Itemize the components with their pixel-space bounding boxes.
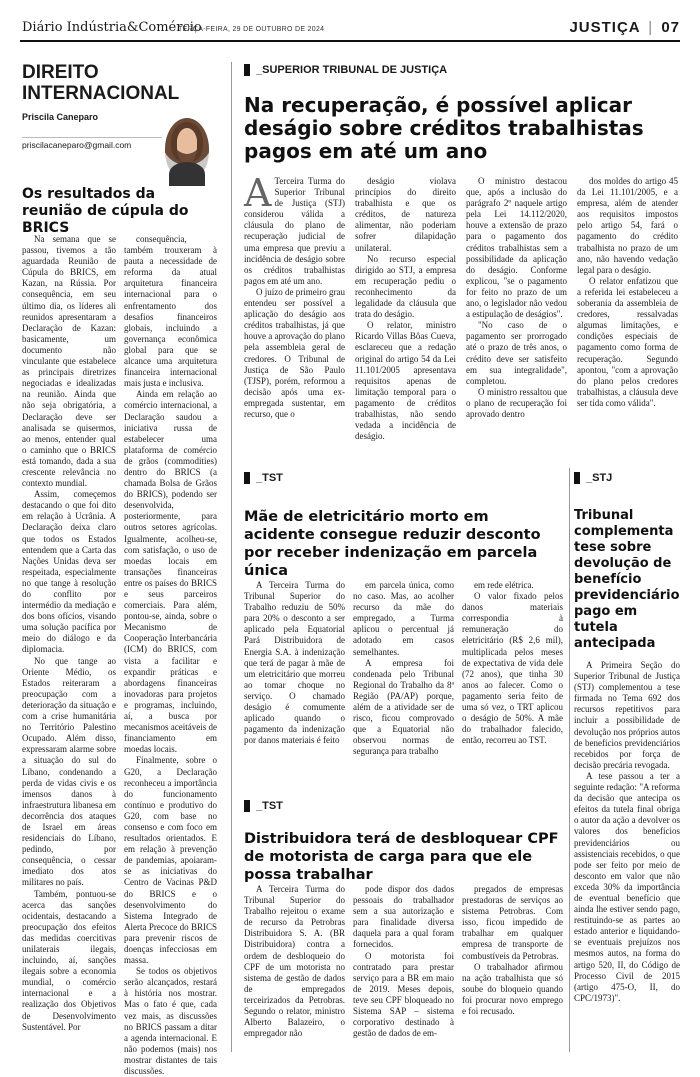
author-divider [22,137,162,138]
paragraph: Na semana que se passou, tivemos a tão aguardada Reunião de Cúpula do BRICS, em Kazan, na Rússia. Por consequência, em seu último dia, os líderes ali reunidos apresentaram a Declaração de Kazan: basicamente, um documento não vinculante que estabelece as principais diretrizes negociadas e idealizadas na reunião. Ainda que não seja obrigatória, a Declaração deve ser analisada se quisermos, ao menos, entender qual o caminho que o BRICS está tomando, dada a sua crescente relevância no contexto mundial. [22,234,116,489]
paragraph: A empresa foi condenada pelo Tribunal Regional do Trabalho da 8ª Região (PA/AP) porque, além de a atividade ser de risco, ficou comprovado que a Equatorial não observou normas de segurança para trabalho [353,657,454,757]
paragraph: O juízo de primeiro grau entendeu ser possível a aplicação do deságio aos créditos trabalhistas, já que houve a aprovação do plano pela assembleia geral de credores. O Tribunal de Justiça de São Paulo (TJSP), porém, reformou a decisão após uma ex-empregada sustentar, em recurso, que o [244,286,345,419]
masthead: Diário Indústria&Comércio [22,20,202,35]
edition-date: TERÇA-FEIRA, 29 DE OUTUBRO DE 2024 [178,26,325,33]
main-text-column-1 [244,171,345,446]
dropcap-letter: A [244,171,272,215]
article3-text-column-3 [462,884,563,1054]
main-article-body [244,171,680,446]
main-article-label [244,64,447,76]
paragraph: pregados de empresas prestadoras de serviços ao sistema Petrobras. Com isso, ficou impedido de trabalhar em qualquer empresa de transporte de combustíveis da Petrobras. [462,884,563,961]
section-header: JUSTIÇA | 07 [569,19,680,36]
main-lead-paragraph: Terceira Turma do Superior Tribunal de Justiça (STJ) considerou válida a cláusula do plano de recuperação judicial de uma empresa que previu a incidência de deságio sobre os créditos trabalhistas pagos em até um ano. [244,176,345,286]
article2-label [244,472,283,484]
article2-text-column-2 [353,580,454,775]
paragraph: pode dispor dos dados pessoais do trabalhador sem a sua autorização e para finalidade diversa daquela para a qual foram fornecidos. [353,884,454,950]
page-number: 07 [661,19,680,36]
paragraph: dos moldes do artigo 45 da Lei 11.101/2005, e a empresa, além de atender aos requisitos impostos pelo artigo 54, fará o pagamento do crédito trabalhista no prazo de um ano, não havendo vedação legal para o deságio. [577,176,678,275]
paragraph: O relator enfatizou que a referida lei estabeleceu a soberania da assembleia de credores, ressalvadas algumas limitações, e condições especiais de pagamento como forma de recuperação. Segundo apontou, "com a aprovação do plano pelos credores trabalhistas, a cláusula deve ser tida como válida". [577,275,678,408]
article4-text-column [574,660,680,1055]
section-name: JUSTIÇA [569,19,641,36]
paragraph: em parcela única, como no caso. Mas, ao acolher recurso da mãe do empregado, a Turma aplicou o percentual já adotado em casos semelhantes. [353,580,454,657]
paragraph: Assim, começemos destacando o que foi dito em relação à Ucrânia. A Declaração deixa claro que todos os Estados entendem que a Carta das Nações Unidas deva ser respeitada, especialmente no que tange à resolução do conflito por intermédio da mediação e dos bons ofícios, visando uma solução pacífica por meio do diálogo e da diplomacia. [22,489,116,655]
author-name: Priscila Caneparo [22,112,99,122]
paragraph: "No caso de o pagamento ser prorrogado até o prazo de três anos, o crédito deve ser satisfeito em sua integralidade", completou. [466,320,567,386]
header-rule [20,40,680,42]
article4-headline: Tribunal complementa tese sobre devolução de benefício previdenciário pago em tutela antecipada [574,508,680,651]
paragraph: O ministro destacou que, após a inclusão do parágrafo 2º naquele artigo pela Lei 14.112/2020, houve a extensão de prazo para o pagamento dos créditos trabalhistas sem a possibilidade da aplicação do deságio. Conforme explicou, "se o pagamento for feito no prazo de um ano, o legislador não vedou a estipulação de deságios". [466,176,567,320]
main-text-column-3 [466,176,567,446]
article3-label [244,800,283,812]
author-email[interactable]: priscilacaneparo@gmail.com [22,140,132,150]
paragraph: deságio violava princípios do direito trabalhista e que os créditos, de natureza alimentar, não poderiam sofrer dilapidação unilateral. [355,176,456,253]
main-text-column-4 [577,176,678,446]
paragraph: A Terceira Turma do Tribunal Superior do Trabalho rejeitou o exame de recurso da Petrobras Distribuidora S. A. (BR Distribuidora) contra a ordem de desbloqueio do CPF de um motorista no sistema de gestão de dados de empregados terceirizados da Petrobras. Segundo o relator, ministro Alberto Balazeiro, o empregador não [244,884,345,1039]
column-separator [231,62,232,1052]
paragraph: O motorista foi contratado para prestar serviço para a BR em maio de 2019. Meses depois, teve seu CPF bloqueado no Sistema SAP – sistema corporativo destinado à gestão de dados de em- [353,950,454,1039]
main-article-headline: Na recuperação, é possível aplicar deságio sobre créditos trabalhistas pagos em até um ano [244,93,644,163]
paragraph: No que tange ao Oriente Médio, os Estados reiteraram a preocupação com a deterioração da situação e com a crise humanitária no Território Palestino Ocupado. Além disso, expressaram alarme sobre a situação do sul do Líbano, condenando a perda de vidas civis e os imensos danos à infraestrutura libanesa em decorrência dos ataques de Israel em áreas residenciais do Líbano, pedindo, por consequência, o cessar imediato dos atos militares no país. [22,655,116,888]
paragraph: A Terceira Turma do Tribunal Superior do Trabalho reduziu de 50% para 20% o desconto a ser aplicado pela Equatorial Pará Distribuidora de Energia S.A. à indenização que terá de pagar à mãe de um eletricitário que morreu ao tomar choque no serviço. O chamado deságio é comumente aplicado quando o pagamento da indenização por danos materiais é feito [244,580,345,746]
sidebar-text-column-2 [124,234,217,1077]
paragraph: O trabalhador afirmou na ação trabalhista que só soube do bloqueio quando foi procurar novo emprego e foi recusado. [462,961,563,1017]
column-separator-right [569,468,570,1052]
main-article-label-text: _SUPERIOR TRIBUNAL DE JUSTIÇA [256,64,448,76]
article4-label [574,472,612,484]
paragraph: em rede elétrica. [474,580,534,590]
paragraph: A tese passou a ter a seguinte redação: "A reforma da decisão que antecipa os efeitos da tutela final obriga o autor da ação a devolver os valores dos benefícios previdenciários ou assistenciais recebidos, o que pode ser feito por meio de desconto em valor que não exceda 30% da importância de eventual benefício que ainda lhe estiver sendo pago, restituindo-se as partes ao estado anterior e liquidando-se eventuais prejuízos nos mesmos autos, na forma do artigo 520, II, do Código de Processo Civil de 2015 (artigo 475-O, II, do CPC/1973)". [574,770,680,1003]
article3-label-text: _TST [256,800,283,812]
paragraph: O valor fixado pelos danos materiais correspondia à remuneração do eletricitário (R$ 2,6 mil), multiplicada pelos meses de expectativa de vida dele (72 anos), que tinha 30 anos ao falecer. Como o pagamento seria feito de uma só vez, o TRT aplicou o deságio de 50%. A mãe do trabalhador falecido, então, recorreu ao TST. [462,591,563,746]
article2-body [244,580,564,775]
paragraph: consequência, também trouxeram à pauta a necessidade de reforma da atual arquitetura financeira internacional para o enfrentamento dos desafios financeiros globais, incluindo a governança econômica global para que se alcance uma arquitetura financeira internacional mais justa e inclusiva. [124,234,217,389]
article2-text-column-3 [462,580,563,775]
paragraph: Finalmente, sobre o G20, a Declaração reconheceu a importância do funcionamento contínuo e produtivo do G20, com base no consenso e com foco em resultados orientados. E em relação à prevenção de pandemias, apoiaram-se as iniciativas do Centro de Vacinas P&D do BRICS e o desenvolvimento do Sistema Integrado de Alerta Precoce do BRICS para prevenir riscos de doenças infecciosas em massa. [124,755,217,966]
article3-headline: Distribuidora terá de desbloquear CPF de motorista de carga para que ele possa trabalhar [244,831,559,883]
column-title: DIREITO INTERNACIONAL [22,62,180,104]
sidebar-body [22,234,217,1077]
article2-text-column-1 [244,580,345,775]
paragraph: Ainda em relação ao comércio internacional, a Declaração saudou a iniciativa russa de estabelecer uma plataforma de comércio de grãos (commodities) dentro do BRICS (a chamada Bolsa de Grãos do BRICS), podendo ser desenvolvida, posteriormente, para outros setores agrícolas. Igualmente, acolheu-se, com satisfação, o uso de moedas locais em transações financeiras entre os países do BRICS e seus parceiros comerciais. Para além, pontou-se, ainda, sobre o Mecanismo de Cooperação Interbancária (ICM) do BRICS, com vista a facilitar e expandir práticas e abordagens financeiras inovadoras para projetos e programas, incluindo, aí, a busca por mecanismos aceitáveis de financiamento em moedas locais. [124,389,217,755]
paragraph: Também, pontuou-se acerca das sanções ocidentais, destacando a preocupação dos efeitos das medidas coercitivas unilaterais ilegais, incluindo, aí, sanções ilegais sobre a economia mundial, o comércio internacional e a realização dos Objetivos de Desenvolvimento Sustentável. Por [22,888,116,1032]
article3-body [244,884,564,1054]
article3-text-column-1 [244,884,345,1054]
author-photo [165,118,209,180]
paragraph: O ministro ressaltou que o plano de recuperação foi aprovado dentro [466,386,567,419]
article2-headline: Mãe de eletricitário morto em acidente consegue reduzir desconto por receber indenização em parcela única [244,509,541,579]
sidebar-text-column-1 [22,234,116,1044]
article4-label-text: _STJ [586,472,613,484]
article2-label-text: _TST [256,472,283,484]
sidebar-article-title: Os resultados da reunião de cúpula do BRICS [22,186,189,236]
article3-text-column-2 [353,884,454,1054]
paragraph: No recurso especial dirigido ao STJ, a empresa em recuperação pediu o reconhecimento da legalidade da cláusula que trata do deságio. [355,253,456,320]
main-text-column-2 [355,176,456,446]
paragraph: O relator, ministro Ricardo Villas Bôas Cueva, esclareceu que a redação original do artigo 54 da Lei 11.101/2005 apresentava requisitos apenas de limitação temporal para o pagamento de créditos trabalhistas, não sendo vedada a incidência de deságio. [355,320,456,442]
paragraph: A Primeira Seção do Superior Tribunal de Justiça (STJ) complementou a tese firmada no Tema 692 dos recursos repetitivos para incluir a possibilidade de devolução nos próprios autos de benefícios previdenciários recebidos por força de decisão precária revogada. [574,660,680,770]
article4-body [574,660,680,1055]
paragraph: Se todos os objetivos serão alcançados, restará à história nos mostrar. Mas o fato é que, cada vez mais, as discussões no BRICS passam a ditar a agenda internacional. E não podemos (mais) nos mostrar distantes de tais discussões. [124,966,217,1077]
